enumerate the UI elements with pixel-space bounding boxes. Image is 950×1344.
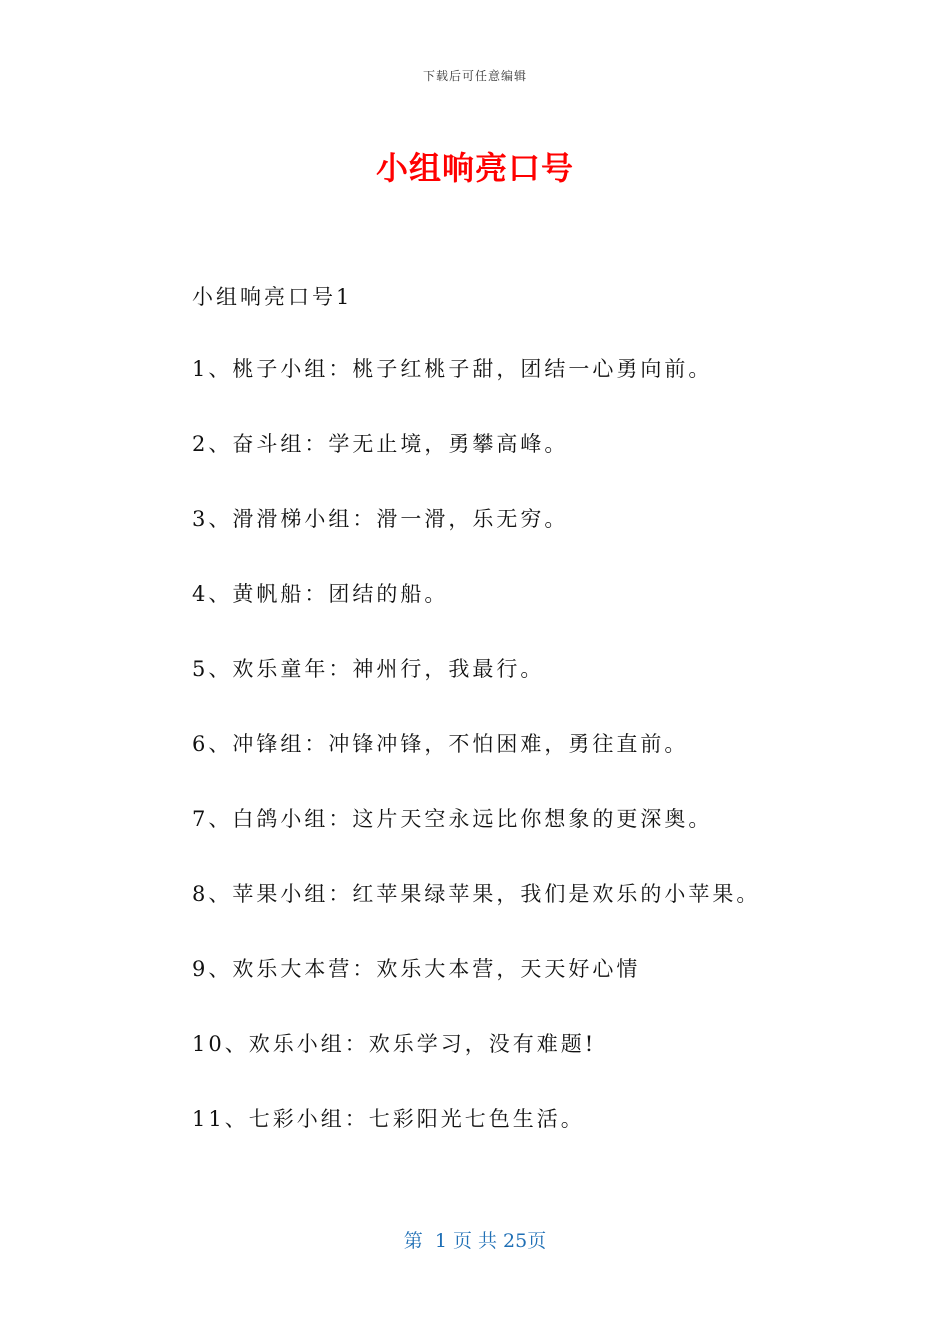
slogan-item: 10、欢乐小组：欢乐学习，没有难题! [192, 1032, 597, 1056]
slogan-item: 5、欢乐童年：神州行，我最行。 [192, 657, 545, 681]
slogan-item: 3、滑滑梯小组：滑一滑，乐无穷。 [192, 507, 569, 531]
slogan-list [192, 354, 760, 1179]
slogan-item: 7、白鸽小组：这片天空永远比你想象的更深奥。 [192, 807, 713, 831]
page-number-footer: 第 1 页 共 25页 [403, 1230, 547, 1252]
header-note: 下载后可任意编辑 [422, 69, 527, 83]
slogan-item: 6、冲锋组：冲锋冲锋，不怕困难，勇往直前。 [192, 732, 689, 756]
slogan-item: 2、奋斗组：学无止境，勇攀高峰。 [192, 432, 569, 456]
slogan-item: 9、欢乐大本营：欢乐大本营，天天好心情 [192, 957, 641, 981]
slogan-item: 4、黄帆船：团结的船。 [192, 582, 449, 606]
document-title: 小组响亮口号 [375, 149, 574, 187]
section-heading: 小组响亮口号1 [192, 285, 353, 309]
slogan-item: 8、苹果小组：红苹果绿苹果，我们是欢乐的小苹果。 [192, 882, 761, 906]
slogan-item: 1、桃子小组：桃子红桃子甜，团结一心勇向前。 [192, 357, 713, 381]
slogan-item: 11、七彩小组：七彩阳光七色生活。 [192, 1107, 585, 1131]
